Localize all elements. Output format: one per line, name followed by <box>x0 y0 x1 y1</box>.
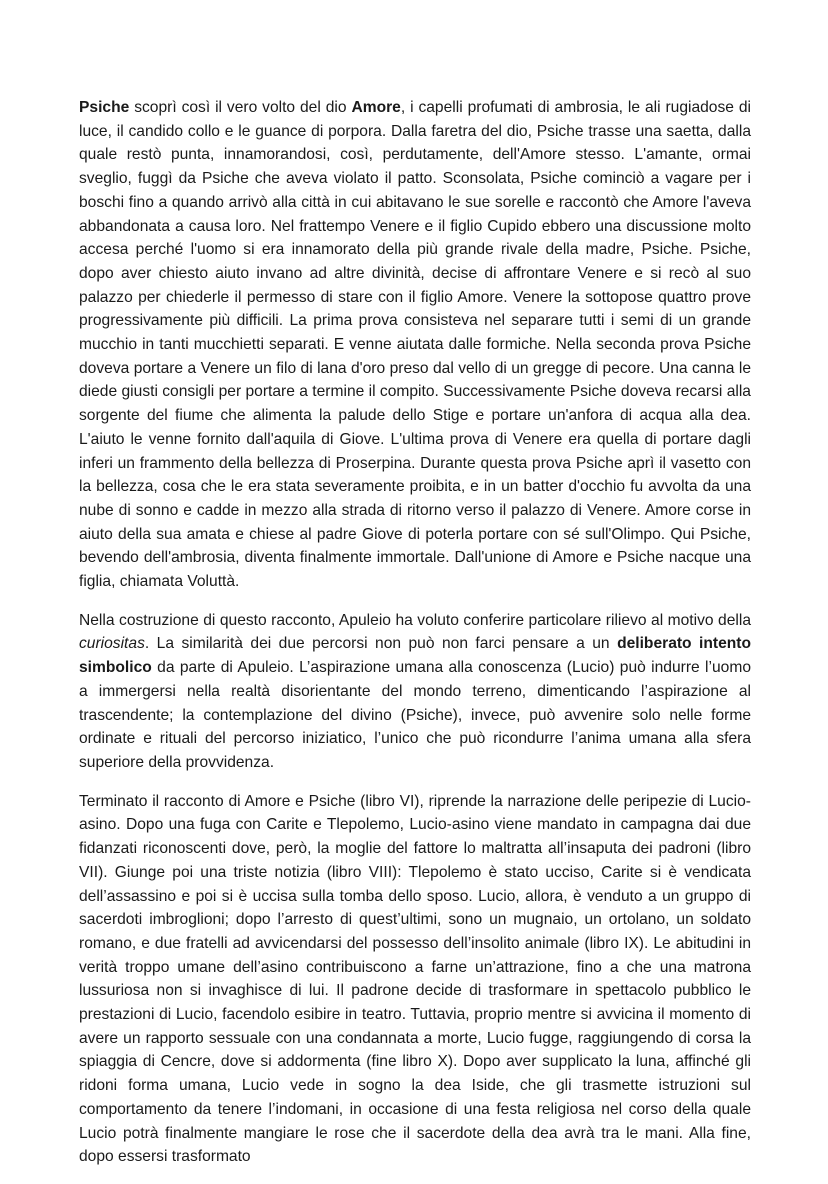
text: Nella costruzione di questo racconto, Apuleio ha voluto conferire particolare rilievo al motivo della <box>79 611 751 629</box>
text: da parte di Apuleio. L’aspirazione umana alla conoscenza (Lucio) può indurre l’uomo a immergersi nella realtà disorientante del mondo terreno, dimenticando l’aspirazione al trascendente; la contemplazione del divino (Psiche), invece, può avvenire solo nelle forme ordinate e rituali del percorso iniziatico, l’unico che può ricondurre l’anima umana alla sfera superiore della provvidenza. <box>79 659 751 771</box>
text: . La similarità dei due percorsi non può non farci pensare a un <box>144 635 618 653</box>
text-bold: Amore <box>351 99 401 116</box>
document-page <box>79 96 751 1184</box>
paragraph-curiositas <box>79 609 751 775</box>
paragraph-psiche-story <box>79 96 751 594</box>
text-bold: deliberato intento simbolico <box>79 635 751 677</box>
text-italic: curiositas <box>79 635 145 653</box>
text-bold: Psiche <box>79 99 130 116</box>
text: scoprì così il vero volto del dio <box>129 99 352 116</box>
text: Terminato il racconto di Amore e Psiche (libro VI), riprende la narrazione delle peripezie di Lucio-asino. Dopo una fuga con Carite e Tlepolemo, Lucio-asino viene mandato in campagna dai due fidanzati riconoscenti dove, però, la moglie del fattore lo maltratta all’insaputa dei padroni (libro VII). Giunge poi una triste notizia (libro VIII): Tlepolemo è stato ucciso, Carite si è vendicata dell’assassino e poi si è uccisa sulla tomba dello sposo. Lucio, allora, è venduto a un gruppo di sacerdoti imbroglioni; dopo l’arresto di quest’ultimi, sono un mugnaio, un ortolano, un soldato romano, e due fratelli ad avvicendarsi del possesso dell’insolito animale (libro IX). Le abitudini in verità troppo umane dell’asino contribuiscono a farne un’attrazione, fino a che una matrona lussuriosa non si invaghisce di lui. Il padrone decide di trasformare in spettacolo pubblico le prestazioni di Lucio, facendolo esibire in teatro. Tuttavia, proprio mentre si avvicina il momento di avere un rapporto sessuale con una condannata a morte, Lucio fugge, raggiungendo di corsa la spiaggia di Cencre, dove si addormenta (fine libro X). Dopo aver supplicato la luna, affinché gli ridoni forma umana, Lucio vede in sogno la dea Iside, che gli trasmette istruzioni sul comportamento da tenere l’indomani, in occasione di una festa religiosa nel corso della quale Lucio potrà finalmente mangiare le rose che il sacerdote della dea avrà tra le mani. Alla fine, dopo essersi trasformato <box>79 792 751 1166</box>
text: , i capelli profumati di ambrosia, le ali rugiadose di luce, il candido collo e le guance di porpora. Dalla faretra del dio, Psiche trasse una saetta, dalla quale restò punta, innamorandosi, così, perdutamente, dell'Amore stesso. L'amante, ormai sveglio, fuggì da Psiche che aveva violato il patto. Sconsolata, Psiche cominciò a vagare per i boschi fino a quando arrivò alla città in cui abitavano le sue sorelle e raccontò che Amore l'aveva abbandonata a causa loro. Nel frattempo Venere e il figlio Cupido ebbero una discussione molto accesa perché l'uomo si era innamorato della più grande rivale della madre, Psiche. Psiche, dopo aver chiesto aiuto invano ad altre divinità, decise di affrontare Venere e si recò al suo palazzo per chiederle il permesso di stare con il figlio Amore. Venere la sottopose quattro prove progressivamente più difficili. La prima prova consisteva nel separare tutti i semi di un grande mucchio in tanti mucchietti separati. E venne aiutata dalle formiche. Nella seconda prova Psiche doveva portare a Venere un filo di lana d'oro preso dal vello di un gregge di pecore. Una canna le diede giusti consigli per portare a termine il compito. Successivamente Psiche doveva recarsi alla sorgente del fiume che alimenta la palude dello Stige e portare un'anfora di acqua alla dea. L'aiuto le venne fornito dall'aquila di Giove. L'ultima prova di Venere era quella di portare dagli inferi un frammento della bellezza di Proserpina. Durante questa prova Psiche aprì il vasetto con la bellezza, cosa che le era stata severamente proibita, e in un batter d'occhio fu avvolta da una nube di sonno e cadde in mezzo alla strada di ritorno verso il palazzo di Venere. Amore corse in aiuto della sua amata e chiese al padre Giove di poterla portare con sé sull'Olimpo. Qui Psiche, bevendo dell'ambrosia, diventa finalmente immortale. Dall'unione di Amore e Psiche nacque una figlia, chiamata Voluttà. <box>79 99 751 591</box>
paragraph-lucio-story <box>79 790 751 1169</box>
